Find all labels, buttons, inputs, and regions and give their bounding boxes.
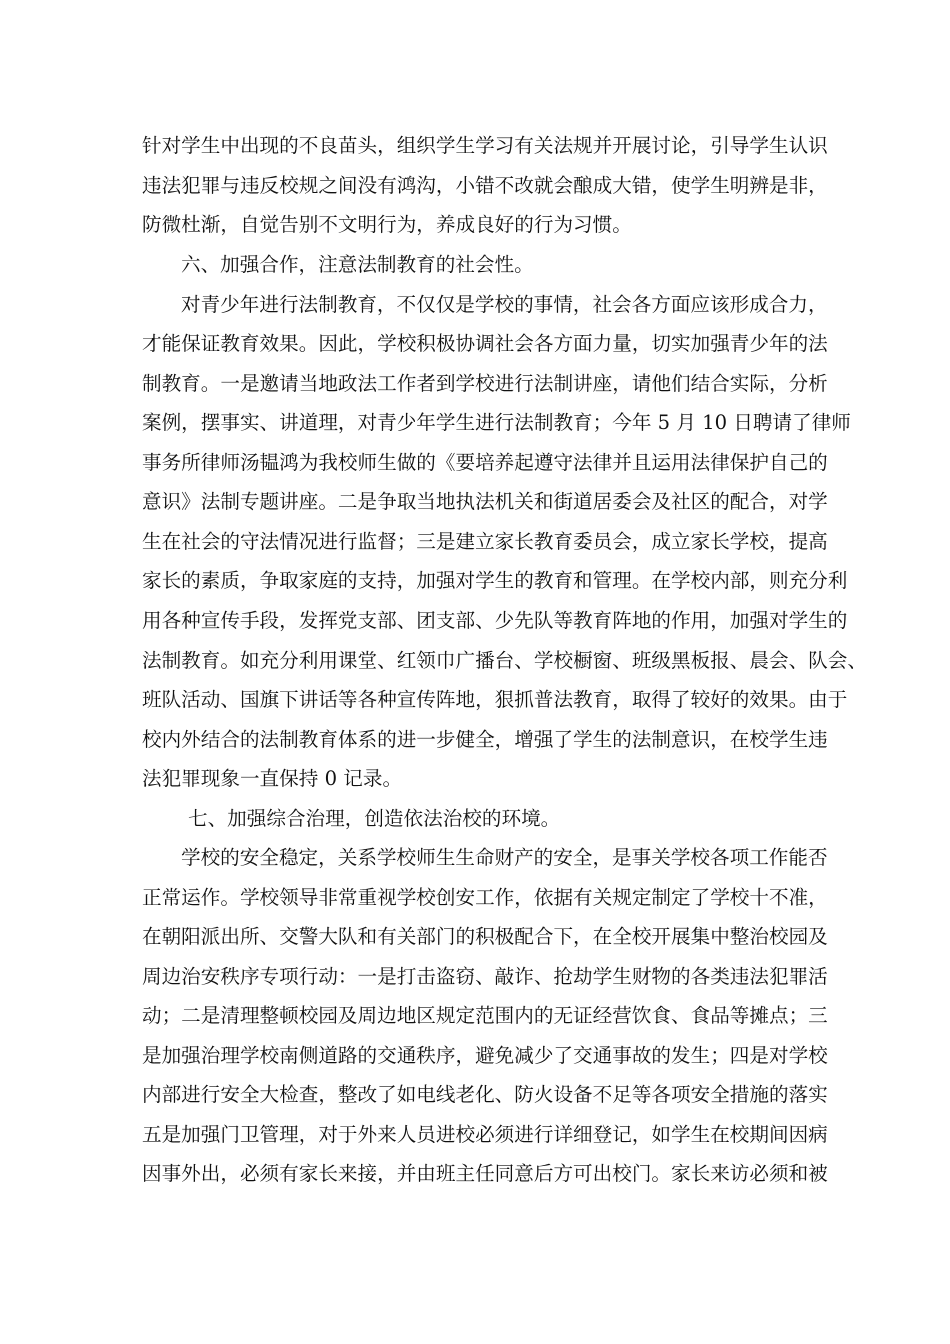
- text-line: 学校的安全稳定，关系学校师生生命财产的安全，是事关学校各项工作能否: [181, 846, 828, 869]
- text-line: 违法犯罪与违反校规之间没有鸿沟，小错不改就会酿成大错，使学生明辨是非，: [142, 174, 828, 197]
- text-line: 对青少年进行法制教育，不仅仅是学校的事情，社会各方面应该形成合力，: [181, 293, 828, 316]
- section-heading: 七、加强综合治理，创造依法治校的环境。: [188, 807, 561, 830]
- text-line: 在朝阳派出所、交警大队和有关部门的积极配合下，在全校开展集中整治校园及: [142, 925, 828, 948]
- text-line: 家长的素质，争取家庭的支持，加强对学生的教育和管理。在学校内部，则充分利: [142, 569, 848, 592]
- text-line: 校内外结合的法制教育体系的进一步健全，增强了学生的法制意识，在校学生违: [142, 728, 828, 751]
- text-line: 用各种宣传手段，发挥党支部、团支部、少先队等教育阵地的作用，加强对学生的: [142, 609, 848, 632]
- text-line: 是加强治理学校南侧道路的交通秩序，避免减少了交通事故的发生；四是对学校: [142, 1044, 828, 1067]
- text-line: 法制教育。如充分利用课堂、红领巾广播台、学校橱窗、班级黑板报、晨会、队会、: [142, 649, 867, 672]
- section-heading: 六、加强合作，注意法制教育的社会性。: [181, 253, 534, 276]
- text-line: 因事外出，必须有家长来接，并由班主任同意后方可出校门。家长来访必须和被: [142, 1162, 828, 1185]
- text-line: 法犯罪现象一直保持 0 记录。: [142, 767, 403, 790]
- text-line: 班队活动、国旗下讲话等各种宣传阵地，狠抓普法教育，取得了较好的效果。由于: [142, 688, 848, 711]
- text-line: 针对学生中出现的不良苗头，组织学生学习有关法规并开展讨论，引导学生认识: [142, 134, 828, 157]
- text-line: 五是加强门卫管理，对于外来人员进校必须进行详细登记，如学生在校期间因病: [142, 1123, 828, 1146]
- text-line: 才能保证教育效果。因此，学校积极协调社会各方面力量，切实加强青少年的法: [142, 332, 828, 355]
- text-line: 正常运作。学校领导非常重视学校创安工作，依据有关规定制定了学校十不准，: [142, 886, 828, 909]
- text-line: 内部进行安全大检查，整改了如电线老化、防火设备不足等各项安全措施的落实: [142, 1083, 828, 1106]
- text-line: 生在社会的守法情况进行监督；三是建立家长教育委员会，成立家长学校，提高: [142, 530, 828, 553]
- text-line: 意识》法制专题讲座。二是争取当地执法机关和街道居委会及社区的配合，对学: [142, 490, 828, 513]
- text-line: 制教育。一是邀请当地政法工作者到学校进行法制讲座，请他们结合实际，分析: [142, 372, 828, 395]
- text-line: 防微杜渐，自觉告别不文明行为，养成良好的行为习惯。: [142, 213, 632, 236]
- text-line: 案例，摆事实、讲道理，对青少年学生进行法制教育；今年 5 月 10 日聘请了律师: [142, 411, 851, 434]
- text-line: 动；二是清理整顿校园及周边地区规定范围内的无证经营饮食、食品等摊点；三: [142, 1004, 828, 1027]
- text-line: 事务所律师汤韫鸿为我校师生做的《要培养起遵守法律并且运用法律保护自己的: [142, 451, 828, 474]
- text-line: 周边治安秩序专项行动：一是打击盗窃、敲诈、抢劫学生财物的各类违法犯罪活: [142, 965, 828, 988]
